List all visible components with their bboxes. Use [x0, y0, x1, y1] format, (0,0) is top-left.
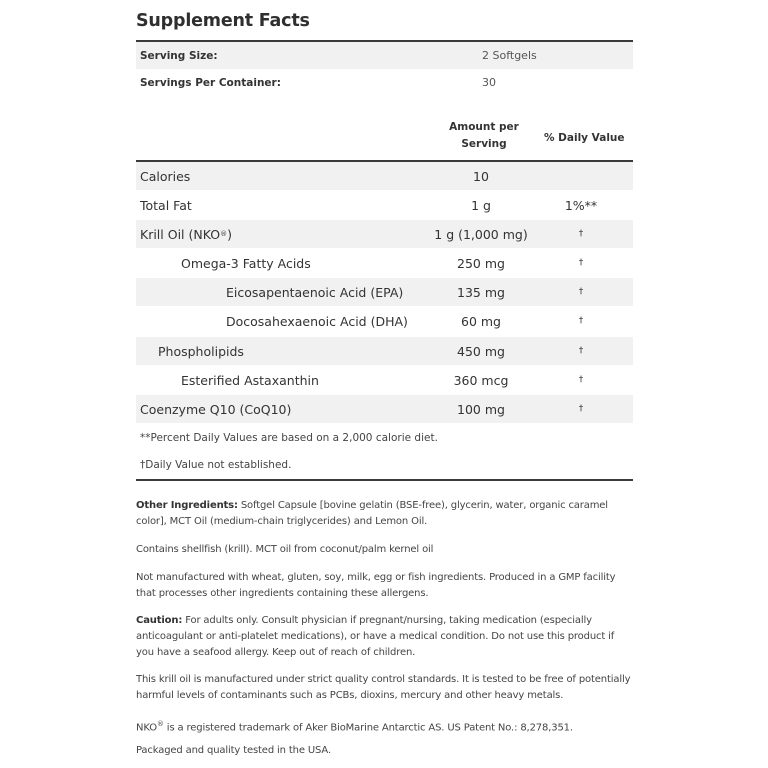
caution-label: Caution: — [136, 615, 183, 626]
nutrient-name: Eicosapentaenoic Acid (EPA) — [226, 284, 404, 300]
nutrient-row: Eicosapentaenoic Acid (EPA) 135 mg † — [136, 278, 633, 306]
other-ingredients-label: Other Ingredients: — [136, 500, 238, 511]
nutrient-name: Phospholipids — [158, 343, 244, 359]
nutrient-row: Calories 10 — [136, 162, 633, 190]
servings-per-container-row — [136, 69, 633, 96]
nutrient-name: Total Fat — [140, 197, 192, 213]
serving-size-row — [136, 42, 633, 69]
column-header-row — [136, 118, 633, 158]
nutrient-name-end: ) — [227, 226, 232, 242]
nutrient-name-text: Krill Oil (NKO — [140, 226, 221, 242]
packaged-statement: Packaged and quality tested in the USA. — [136, 745, 331, 756]
nutrient-row: Coenzyme Q10 (CoQ10) 100 mg † — [136, 395, 633, 423]
nutrient-name: Omega-3 Fatty Acids — [181, 255, 311, 271]
nutrient-row: Esterified Astaxanthin 360 mcg † — [136, 366, 633, 394]
nutrient-row: Krill Oil (NKO ® ) 1 g (1,000 mg) † — [136, 220, 633, 248]
other-ingredients — [136, 498, 633, 530]
nutrient-name: Esterified Astaxanthin — [181, 372, 319, 388]
caution-statement — [136, 613, 633, 661]
trademark-name: NKO — [136, 722, 157, 734]
percent-dv-footnote: **Percent Daily Values are based on a 2,000 calorie diet. — [140, 432, 438, 444]
nutrient-name — [140, 220, 232, 248]
caution-text: For adults only. Consult physician if pregnant/nursing, taking medication (especially anticoagulant or anti-platelet medications), or have a medical condition. Do not use this product if you have a seafood allergy. Keep out of reach of children. — [136, 615, 615, 658]
trademark-text: is a registered trademark of Aker BioMarine Antarctic AS. US Patent No.: 8,278,351. — [163, 722, 573, 734]
daily-value-header: % Daily Value — [544, 131, 625, 144]
nutrient-name: Coenzyme Q10 (CoQ10) — [140, 401, 292, 417]
nutrient-name: Docosahexaenoic Acid (DHA) — [226, 313, 408, 329]
servings-per-container-label: Servings Per Container: — [140, 76, 281, 89]
page-title: Supplement Facts — [136, 11, 310, 31]
amount-header-line2: Serving — [461, 138, 507, 150]
servings-per-container-value: 30 — [482, 76, 496, 89]
contains-statement: Contains shellfish (krill). MCT oil from coconut/palm kernel oil — [136, 544, 434, 555]
amount-per-serving-header — [436, 119, 532, 153]
dv-not-established-footnote: †Daily Value not established. — [140, 459, 292, 471]
serving-size-value: 2 Softgels — [482, 49, 537, 62]
other-ingredients-text: Softgel Capsule [bovine gelatin (BSE-free), glycerin, water, organic caramel color], MCT Oil (medium-chain triglycerides) and Lemon Oil. — [136, 500, 608, 527]
trademark-statement — [136, 716, 633, 736]
nutrient-row: Phospholipids 450 mg † — [136, 337, 633, 365]
nutrient-row: Omega-3 Fatty Acids 250 mg † — [136, 249, 633, 277]
registered-mark: ® — [220, 230, 228, 238]
serving-size-label: Serving Size: — [140, 49, 218, 62]
nutrient-row: Total Fat 1 g 1%** — [136, 191, 633, 219]
quality-statement: This krill oil is manufactured under strict quality control standards. It is tested to be free of potentially harmful levels of contaminants such as PCBs, dioxins, mercury and other heavy metals. — [136, 674, 631, 701]
nutrient-name: Calories — [140, 168, 191, 184]
divider — [136, 479, 633, 481]
registered-mark: ® — [156, 720, 164, 728]
amount-header-line1: Amount per — [449, 121, 519, 133]
allergen-statement: Not manufactured with wheat, gluten, soy, milk, egg or fish ingredients. Produced in a GMP facility that processes other ingredients containing these allergens. — [136, 572, 616, 599]
nutrient-row: Docosahexaenoic Acid (DHA) 60 mg † — [136, 307, 633, 335]
